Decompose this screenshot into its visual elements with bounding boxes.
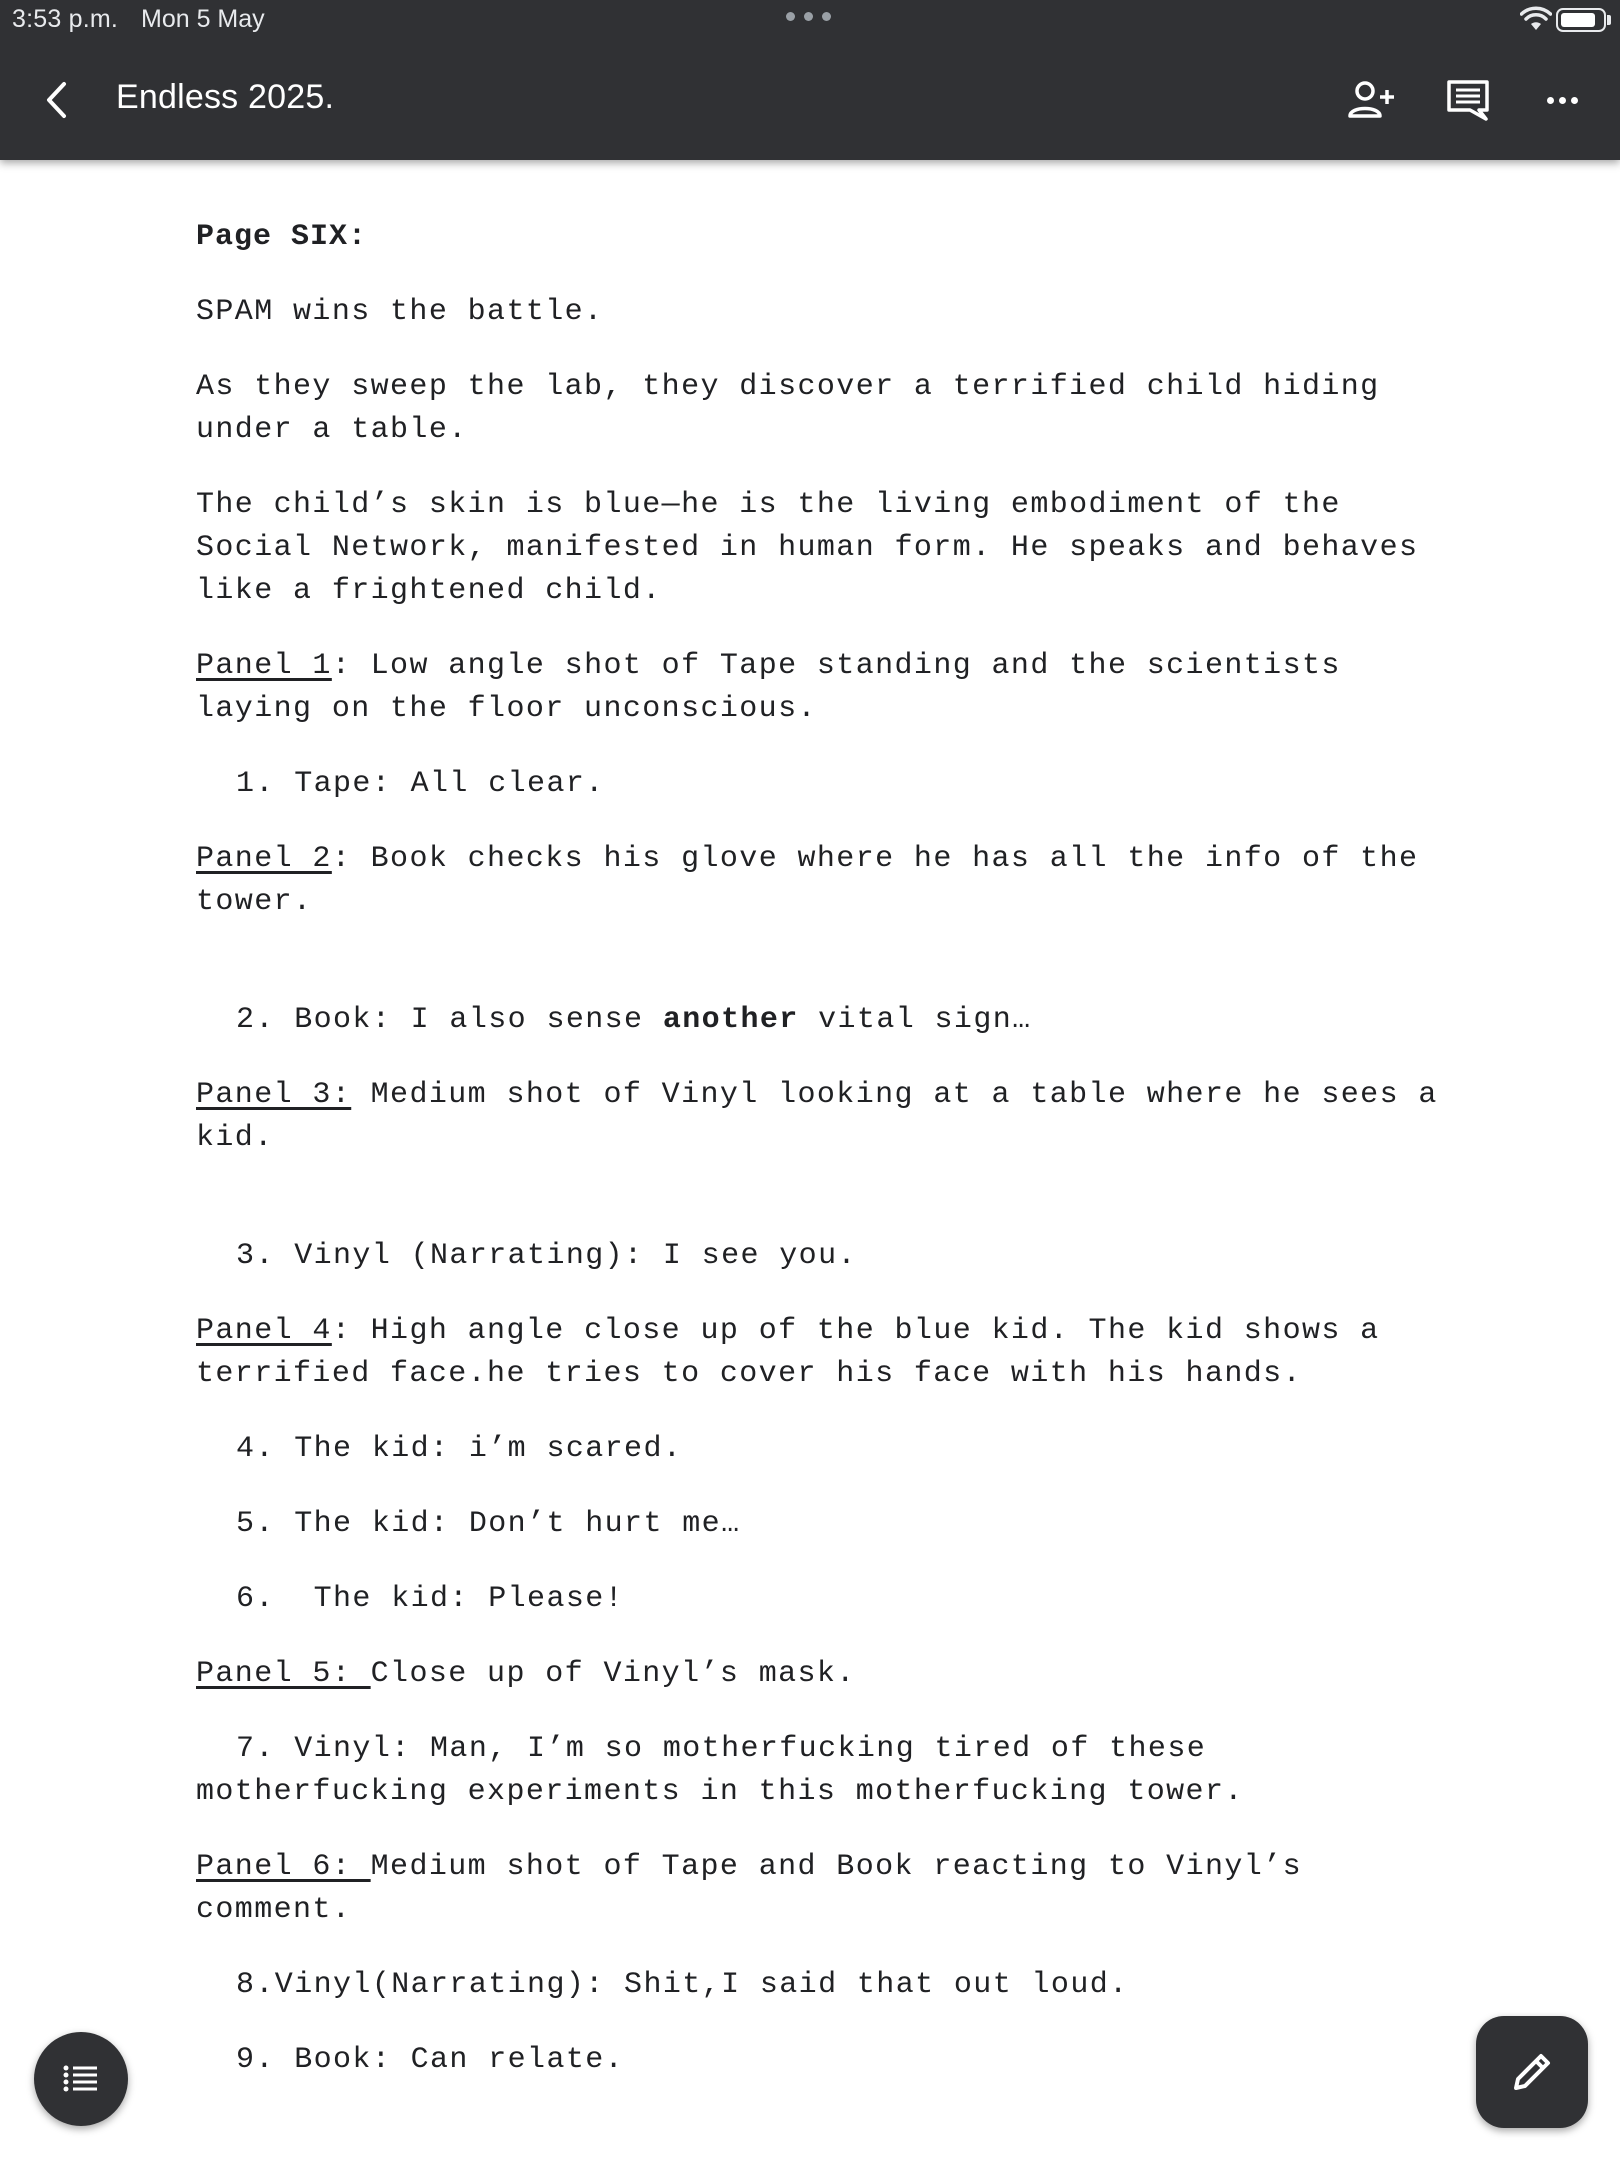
panel-label: Panel 4 — [196, 1314, 332, 1348]
dialogue-text: motherfucking experiments in this motherfucking tower. — [196, 1775, 1244, 1809]
status-time: 3:53 p.m. — [12, 5, 119, 33]
paragraph: As they sweep the lab, they discover a terrified child hiding under a table. — [196, 370, 1399, 447]
page-heading: Page SIX: — [196, 220, 368, 254]
panel-text: : Low angle shot of Tape standing and the scientists laying on the floor unconscious. — [196, 649, 1361, 726]
panel-label: Panel 5: — [196, 1657, 371, 1691]
multitasking-handle[interactable] — [786, 12, 831, 21]
dialogue-line — [196, 999, 1446, 1042]
pencil-edit-icon — [1508, 2048, 1556, 2096]
more-options-button[interactable] — [1534, 74, 1590, 126]
person-add-icon — [1347, 80, 1395, 120]
dialogue-line — [196, 1728, 1446, 1814]
panel-label: Panel 2 — [196, 842, 332, 876]
paragraph: The child’s skin is blue—he is the living embodiment of the Social Network, manifested in human form. He speaks and behaves like a frightened child. — [196, 488, 1438, 608]
more-options-icon — [1547, 97, 1578, 104]
dialogue-line: 6. The kid: Please! — [236, 1582, 625, 1616]
panel-description — [196, 1074, 1458, 1160]
panel-text: Medium shot of Tape and Book reacting to Vinyl’s comment. — [196, 1850, 1322, 1927]
document-body[interactable] — [196, 216, 1458, 2114]
wifi-icon — [1520, 6, 1552, 32]
dialogue-line: 4. The kid: i’m scared. — [236, 1432, 683, 1466]
battery-icon — [1556, 8, 1606, 32]
panel-description — [196, 1653, 1446, 1696]
paragraph: SPAM wins the battle. — [196, 295, 604, 329]
status-date: Mon 5 May — [141, 5, 265, 33]
top-app-bar — [0, 0, 1620, 160]
dialogue-line: 1. Tape: All clear. — [236, 767, 605, 801]
dialogue-line: 8.Vinyl(Narrating): Shit,I said that out loud. — [236, 1968, 1129, 2002]
panel-label: Panel 3: — [196, 1078, 352, 1112]
panel-text: : High angle close up of the blue kid. The kid shows a terrified face.he tries to cover his face with his hands. — [196, 1314, 1399, 1391]
panel-text: : Book checks his glove where he has all the info of the tower. — [196, 842, 1438, 919]
dialogue-bold-text: another — [662, 1003, 799, 1037]
panel-text: Close up of Vinyl’s mask. — [370, 1657, 856, 1691]
panel-description — [196, 1310, 1446, 1396]
dialogue-line: 9. Book: Can relate. — [236, 2043, 625, 2077]
edit-button[interactable] — [1476, 2016, 1588, 2128]
back-arrow-icon — [45, 81, 67, 119]
panel-label: Panel 6: — [196, 1850, 371, 1884]
dialogue-text: 7. Vinyl: Man, I’m so motherfucking tired of these — [236, 1732, 1207, 1766]
dialogue-line: 3. Vinyl (Narrating): I see you. — [236, 1239, 857, 1273]
list-outline-icon — [63, 2064, 99, 2094]
back-button[interactable] — [36, 74, 76, 126]
panel-description — [196, 645, 1446, 731]
dialogue-line: 5. The kid: Don’t hurt me… — [236, 1507, 741, 1541]
document-outline-button[interactable] — [34, 2032, 128, 2126]
panel-label: Panel 1 — [196, 649, 332, 683]
dialogue-text: 2. Book: I also sense — [236, 1003, 663, 1037]
panel-description — [196, 1846, 1446, 1932]
panel-description — [196, 838, 1446, 924]
panel-text: Medium shot of Vinyl looking at a table where he sees a kid. — [196, 1078, 1458, 1155]
dialogue-text: vital sign… — [798, 1003, 1032, 1037]
comments-icon — [1446, 79, 1490, 121]
comments-button[interactable] — [1440, 74, 1496, 126]
share-button[interactable] — [1343, 74, 1399, 126]
document-title: Endless 2025. — [116, 78, 335, 116]
